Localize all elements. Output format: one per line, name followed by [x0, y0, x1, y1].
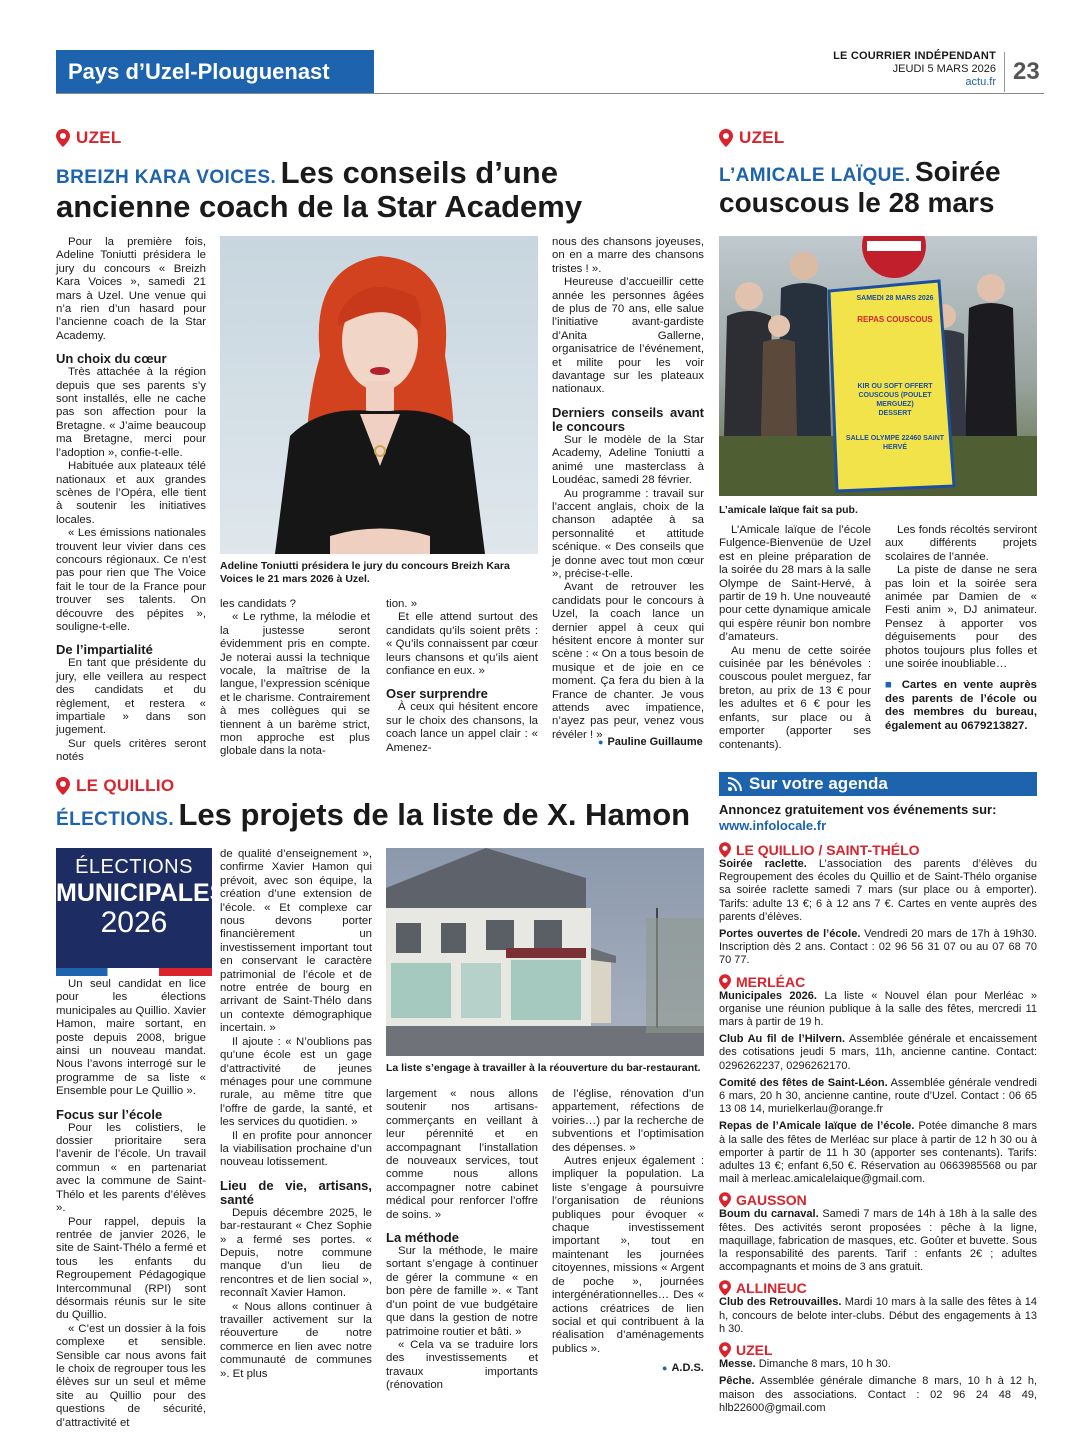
agenda-item-title: Portes ouvertes de l’école. — [719, 928, 861, 941]
paragraph: « C’est un dossier à la fois complexe et sensible. Sensible car nous avons fait le choix de regrouper tous les élèves sur un seul et même site au Quillio pour des questions de sécurité, d’attractivité et — [56, 1322, 206, 1429]
paragraph: « Le rythme, la mélodie et la justesse seront évidemment pris en compte. Je noterai aussi la technique vocale, la maîtrise de la langue, l’expression scénique et le charisme. Contrairement à mes collègues qui se tiennent à un barème strict, mon approche est plus globale dans la nota- — [220, 611, 370, 758]
paragraph: Habituée aux plateaux télé nationaux et aux grandes scènes de l’Opéra, elle tient à soutenir les initiatives locales. — [56, 460, 206, 526]
article2-headline — [719, 156, 1039, 218]
paragraph: tion. » — [386, 598, 418, 610]
elections-box — [56, 848, 227, 976]
subheading: Un choix du cœur — [56, 351, 167, 367]
agenda-items — [719, 1358, 1037, 1415]
poster-line: SALLE OLYMPE 22460 SAINT HERVÉ — [845, 435, 945, 451]
paragraph: « Nous allons continuer à travailler activement sur la réouverture de notre commerce en lien avec notre communauté de communes ». Et plus — [220, 1300, 372, 1380]
agenda-item-text: Dimanche 8 mars, 10 h 30. — [755, 1358, 891, 1371]
article3-col4 — [552, 1088, 704, 1356]
ticket-note: ■ Cartes en vente auprès des parents de l’école ou des membres du bureau, également au 0679213827. — [885, 679, 1037, 732]
article2-title: Soirée couscous le 28 mars — [719, 156, 1001, 218]
paragraph: À ceux qui hésitent encore sur le choix des chansons, la coach lance un appel clair : « Amenez- — [386, 701, 538, 754]
poster-line: REPAS COUSCOUS — [857, 315, 933, 324]
elections-line2: MUNICIPALES — [56, 879, 227, 907]
poster-line: COUSCOUS (POULET MERGUEZ) — [858, 392, 932, 408]
paragraph: Autres enjeux également : impliquer la population. La liste s’engage à poursuivre l’organisation de réunions publiques pour évoquer « chaque investissement important », tout en maintenant les journées citoyennes, missions « Argent de poche », journées intergénérationnelles… Des « actions créatrices de lien social et qui contribuent à la réalisation d’aménagements publics ». — [552, 1155, 704, 1355]
agenda-item-text: La liste « Nouvel élan pour Merléac » organise une réunion publique à la salle des fêtes, mercredi 11 mars à partir de 19 h. — [719, 989, 1037, 1029]
article2-location — [719, 128, 785, 148]
agenda-item-text: Assemblée générale vendredi 6 mars, 20 h 30, ancienne cantine, route d’Uzel. Contact : 06 65 13 08 14, murielkerlau@orange.fr — [719, 1076, 1038, 1116]
agenda-item-title: Boum du carnaval. — [719, 1208, 819, 1221]
flag-stripe — [56, 968, 212, 976]
location-pin-icon — [719, 842, 731, 858]
agenda-item-text: L’association des parents d’élèves du Regroupement des écoles du Quillio et de Saint-Thélo organise sa soirée raclette samedi 7 mars (sur place ou à emporter). Tarifs: adulte 13 €; 6 à 12 ans 7 €. Cartes en vente auprès des parents d’élèves. — [719, 858, 1038, 923]
paragraph: Sur quels critères seront notés — [56, 737, 206, 764]
bar-image — [386, 848, 704, 1056]
paragraph: de qualité d’enseignement », confirme Xavier Hamon qui prévoit, avec son équipe, la création d’une extension de l’école. « Et complexe car nous devons porter financièrement un investissement important tout en conservant le caractère patrimonial de l’école et de notre entrée de bourg en arrivant de Saint-Thélo dans un contexte démographique incertain. » — [220, 848, 372, 1035]
article3-col2 — [220, 848, 372, 1381]
location-pin-icon — [719, 974, 731, 990]
page-number: 23 — [1004, 52, 1044, 92]
poster-line: KIR OU SOFT OFFERT — [857, 383, 933, 390]
paragraph: Avant de retrouver les candidats pour le concours à Uzel, la coach lance un dernier appel à ceux qui hésitent encore à monter sur scène : « On a tous besoin de musique et de joie en ce moment. Ça fera du bien à la France de chanter. Je vous attends avec impatience, n’ayez pas peur, venez vous révéler ! » — [552, 581, 704, 741]
agenda-item — [719, 928, 1037, 968]
paragraph: Depuis décembre 2025, le bar-restaurant « Chez Sophie » a fermé ses portes. « Depuis, notre commune manque d’un lieu de rencontres et de lien social », reconnaît Xavier Hamon. — [220, 1206, 372, 1300]
site-link[interactable]: actu.fr — [965, 76, 996, 88]
agenda-item-title: Messe. — [719, 1358, 756, 1371]
agenda-location — [719, 1342, 1037, 1358]
rss-icon — [727, 776, 743, 792]
paragraph: « Cela va se traduire lors des investissements et travaux importants (rénovation — [386, 1338, 538, 1392]
header-rule — [56, 93, 1044, 94]
article1-kicker: BREIZH KARA VOICES. — [56, 167, 277, 188]
location-pin-icon — [719, 1280, 731, 1296]
portrait-photo — [220, 236, 538, 554]
article3-title: Les projets de la liste de X. Hamon — [178, 797, 691, 832]
agenda-item-text: Assemblée générale dimanche 8 mars, 10 h à 12 h, maison des associations. Contact : 02 96 24 48 49, hlb22600@gmail.com — [719, 1375, 1037, 1414]
agenda-item-text: Assemblée générale et encaissement des cotisations jeudi 5 mars, 11h, ancienne cantine. Contact: 0296262237, 0296262170. — [719, 1033, 1037, 1072]
agenda-item-title: Municipales 2026. — [719, 989, 817, 1002]
article1-col1 — [56, 236, 206, 765]
bar-photo — [386, 848, 704, 1056]
agenda-header — [719, 772, 1037, 796]
agenda-item — [719, 1375, 1037, 1415]
poster-line: SAMEDI 28 MARS 2026 — [856, 295, 934, 302]
location-pin-icon — [719, 129, 733, 147]
paragraph: La piste de danse ne sera pas loin et la soirée sera animée par Damien de « Festi anim », DJ animateur. Pensez à apporter vos déguisements pour des photos toujours plus folles et une soirée inoubliable… — [885, 564, 1037, 671]
paragraph: L’Amicale laïque de l’école Fulgence-Bienvenüe de Uzel est en pleine préparation de la soirée du 28 mars à la salle Olympe de Saint-Hervé, à partir de 19 h. Une nouveauté pour cette dynamique amicale qui espère réunir bon nombre d’amateurs. — [719, 524, 871, 644]
article1-col3 — [386, 598, 538, 755]
section-title: Pays d’Uzel-Plouguenast — [56, 50, 374, 94]
subheading: Focus sur l’école — [56, 1106, 163, 1122]
paragraph: Pour rappel, depuis la rentrée de janvier 2026, le site de Saint-Thélo a fermé et tous les enfants du Regroupement Pédagogique Intercommunal (RPI) sont désormais réunis sur le site du Quillio. — [56, 1215, 206, 1322]
paragraph: Pour les colistiers, le dossier prioritaire sera l’avenir de l’école. Un travail commun « en partenariat avec la commune de Saint-Thélo et les parents d’élèves ». — [56, 1121, 206, 1215]
agenda-location — [719, 842, 1037, 858]
location-label: LE QUILLIO — [76, 776, 175, 795]
agenda-item — [719, 990, 1037, 1030]
agenda-title: Sur votre agenda — [749, 774, 888, 793]
paper-name: LE COURRIER INDÉPENDANT — [833, 50, 996, 62]
paragraph: Pour la première fois, Adeline Toniutti présidera le jury du concours « Breizh Kara Voices », samedi 21 mars à Uzel. Une venue qui n’a rien d’un hasard pour l’ancienne coach de la Star Academy. — [56, 236, 206, 342]
poster-text — [845, 294, 945, 452]
agenda-item-text: Potée dimanche 8 mars à la salle des fêtes de Merléac sur place à partir de 12 h 30 ou à emporter à partir de 11 h 30 (apporter ses contenants). Tarifs: adultes 13 €; enfant 6,50 €. Réservation au 0663985568 ou par mail à merleac.amicalelaique@gmail.com. — [719, 1120, 1038, 1186]
agenda-item-title: Club des Retrouvailles. — [719, 1296, 842, 1309]
agenda-location — [719, 1280, 1037, 1296]
article2-col1 — [719, 524, 871, 752]
paragraph: Au menu de cette soirée cuisinée par les bénévoles : couscous poulet merguez, far breton, au prix de 13 € pour les adultes et 6 € pour les enfants, sur place ou à emporter (apporter ses contenants). — [719, 644, 871, 751]
location-pin-icon — [56, 777, 70, 795]
agenda-item — [719, 1296, 1037, 1336]
paragraph: Il ajoute : « N’oublions pas qu’une école est un gage d’attractivité de jeunes ménages pour une commune rurale, au même titre que l’offre de garde, la santé, et les services du quotidien. » — [220, 1035, 372, 1129]
location-pin-icon — [719, 1342, 731, 1358]
location-pin-icon — [56, 129, 70, 147]
agenda-item-title: Repas de l’Amicale laïque de l’école. — [719, 1120, 915, 1133]
agenda-item — [719, 1033, 1037, 1073]
agenda-location-label: ALLINEUC — [736, 1280, 807, 1297]
agenda-item-title: Comité des fêtes de Saint-Léon. — [719, 1076, 888, 1089]
paragraph: nous des chansons joyeuses, on en a marre des chansons tristes ! ». — [552, 236, 704, 275]
agenda-items — [719, 858, 1037, 968]
agenda-item — [719, 1120, 1037, 1186]
agenda-item-title: Soirée raclette. — [719, 858, 807, 870]
subheading: Oser surprendre — [386, 686, 488, 702]
agenda-item-title: Club Au fil de l’Hilvern. — [719, 1033, 846, 1046]
article3-signature: ● A.D.S. — [662, 1362, 704, 1374]
article3-col3 — [386, 1088, 538, 1393]
agenda-location-label: UZEL — [736, 1342, 773, 1359]
location-label: UZEL — [739, 128, 785, 147]
article1-title: Les conseils d’une ancienne coach de la Star Academy — [56, 155, 583, 224]
elections-line3: 2026 — [100, 906, 168, 939]
agenda-items — [719, 1208, 1037, 1274]
article2-col2 — [885, 524, 1037, 733]
agenda-items — [719, 990, 1037, 1187]
agenda-item — [719, 1208, 1037, 1274]
agenda-url[interactable]: www.infolocale.fr — [719, 818, 827, 833]
paragraph: Très attachée à la région depuis que ses parents s’y sont installés, elle ne cache pas son affection pour la Bretagne. « J’aime beaucoup ma Bretagne, merci pour l’adoption », confie-t-elle. — [56, 366, 206, 459]
paragraph: Les fonds récoltés serviront aux différents projets scolaires de l’année. — [885, 524, 1037, 563]
article1-headline — [56, 156, 696, 224]
article2-kicker: L’AMICALE LAÏQUE. — [719, 165, 911, 186]
location-pin-icon — [719, 1192, 731, 1208]
elections-line1: ÉLECTIONS — [75, 856, 193, 878]
agenda-item-text: Vendredi 20 mars de 17h à 19h30. Inscription dès 2 ans. Contact : 02 96 56 31 07 ou au 07 68 70 70 77. — [719, 928, 1037, 967]
paragraph: En tant que présidente du jury, elle veillera au respect des candidats et du règlement, et restera « impartiale » dans son jugement. — [56, 657, 206, 737]
subheading: De l’impartialité — [56, 642, 153, 658]
agenda-item-title: Pêche. — [719, 1375, 755, 1388]
paragraph: les candidats ? — [220, 598, 296, 610]
article3-caption: La liste s’engage à travailler à la réouverture du bar-restaurant. — [386, 1062, 701, 1074]
paragraph: Il en profite pour annoncer la viabilisation prochaine d’un nouveau lotissement. — [220, 1129, 372, 1169]
agenda-location-label: GAUSSON — [736, 1192, 807, 1209]
paragraph: Un seul candidat en lice pour les élections municipales au Quillio. Xavier Hamon, maire sortant, en poste depuis 2008, brigue ainsi un nouveau mandat. Nous l’avons interrogé sur le programme de sa liste « Ensemble pour Le Quillio ». — [56, 978, 206, 1098]
paragraph: Heureuse d’accueillir cette année les personnes âgées de plus de 70 ans, elle salue l’initiative avant-gardiste d’Anita Gallerne, organisatrice de l’événement, et milite pour les voir davantage sur les plateaux nationaux. — [552, 276, 704, 396]
agenda-item-text: Mardi 10 mars à la salle des fêtes à 14 h, concours de belote inter-clubs. Début des engagements à 13 h 30. — [719, 1296, 1037, 1335]
location-label: UZEL — [76, 128, 122, 147]
agenda-item — [719, 1077, 1037, 1117]
agenda-location — [719, 1192, 1037, 1208]
article3-location — [56, 776, 174, 796]
agenda-location-label: LE QUILLIO / SAINT-THÉLO — [736, 842, 920, 858]
agenda-item-text: Samedi 7 mars de 14h à 18h à la salle des fêtes. Des activités seront proposées : pêche à la ligne, maquillage, fabrication de masques, etc. Goûter et buvette. Sous la responsabilité des parents. Tarif : enfants 2€ ; adultes accompagnants et moins de 3 ans gratuit. — [719, 1208, 1037, 1274]
article1-caption: Adeline Toniutti présidera le jury du concours Breizh Kara Voices le 21 mars 2026 à Uzel. — [220, 560, 510, 585]
paragraph: Sur le modèle de la Star Academy, Adeline Toniutti a animé une masterclass à Loudéac, samedi 28 février. — [552, 433, 704, 487]
article3-headline — [56, 798, 706, 832]
paragraph: de l’église, rénovation d’un appartement, réfections de voiries…) par la recherche de subventions et l’optimisation des dépenses. » — [552, 1088, 704, 1154]
agenda-item — [719, 858, 1037, 924]
article1-location — [56, 128, 122, 148]
masthead — [816, 50, 996, 89]
article2-caption: L’amicale laïque fait sa pub. — [719, 504, 858, 516]
agenda-intro: Annoncez gratuitement vos événements sur: — [719, 802, 997, 817]
article1-signature: ● Pauline Guillaume — [598, 736, 703, 748]
amicale-photo — [719, 236, 1037, 496]
article3-col1 — [56, 978, 206, 1430]
portrait-image — [220, 236, 538, 554]
subheading: Derniers conseils avant le concours — [552, 404, 704, 434]
agenda-list — [719, 836, 1037, 1419]
paragraph: Au programme : travail sur l’accent anglais, choix de la chanson adaptée à sa personnalité et attitude scénique. « Des conseils que je donne avec tout mon cœur », précise-t-elle. — [552, 487, 704, 580]
agenda-item — [719, 1358, 1037, 1371]
subheading: La méthode — [386, 1230, 459, 1246]
poster-line: DESSERT — [878, 410, 912, 417]
agenda-location — [719, 974, 1037, 990]
paragraph: Sur la méthode, le maire sortant s’engage à continuer de gérer la commune « en bon père de famille ». « Tant d’un point de vue budgétaire que dans la gestion de notre patrimoine routier et bâti. » — [386, 1245, 538, 1338]
paragraph: Et elle attend surtout des candidats qu’ils soient prêts : « Qu’ils connaissent par cœur leurs chansons et qu’ils aient confiance en eux. » — [386, 611, 538, 678]
agenda-location-label: MERLÉAC — [736, 973, 806, 990]
article3-kicker: ÉLECTIONS. — [56, 809, 175, 830]
agenda-items — [719, 1296, 1037, 1336]
paragraph: largement « nous allons soutenir nos artisans-commerçants en veillant à leur pérennité et en accompagnant l’installation de nouveaux services, tout comme nous allons accompagner notre cabinet médical pour renforcer l’offre de soins. » — [386, 1088, 538, 1221]
paragraph: « Les émissions nationales trouvent leur vivier dans ces concours régionaux. Ce n’est pas pour rien que The Voice fait le tour de la France pour trouver ses talents. On découvre des pépites », souligne-t-elle. — [56, 527, 206, 633]
article1-col2 — [220, 598, 370, 759]
article1-col4 — [552, 236, 704, 742]
agenda-intro-block — [719, 802, 1037, 834]
subheading: Lieu de vie, artisans, santé — [220, 1177, 372, 1207]
issue-date: JEUDI 5 MARS 2026 — [892, 63, 996, 75]
note-text: Cartes en vente auprès des parents de l’école ou des membres du bureau, également au 0679213827. — [885, 679, 1037, 732]
